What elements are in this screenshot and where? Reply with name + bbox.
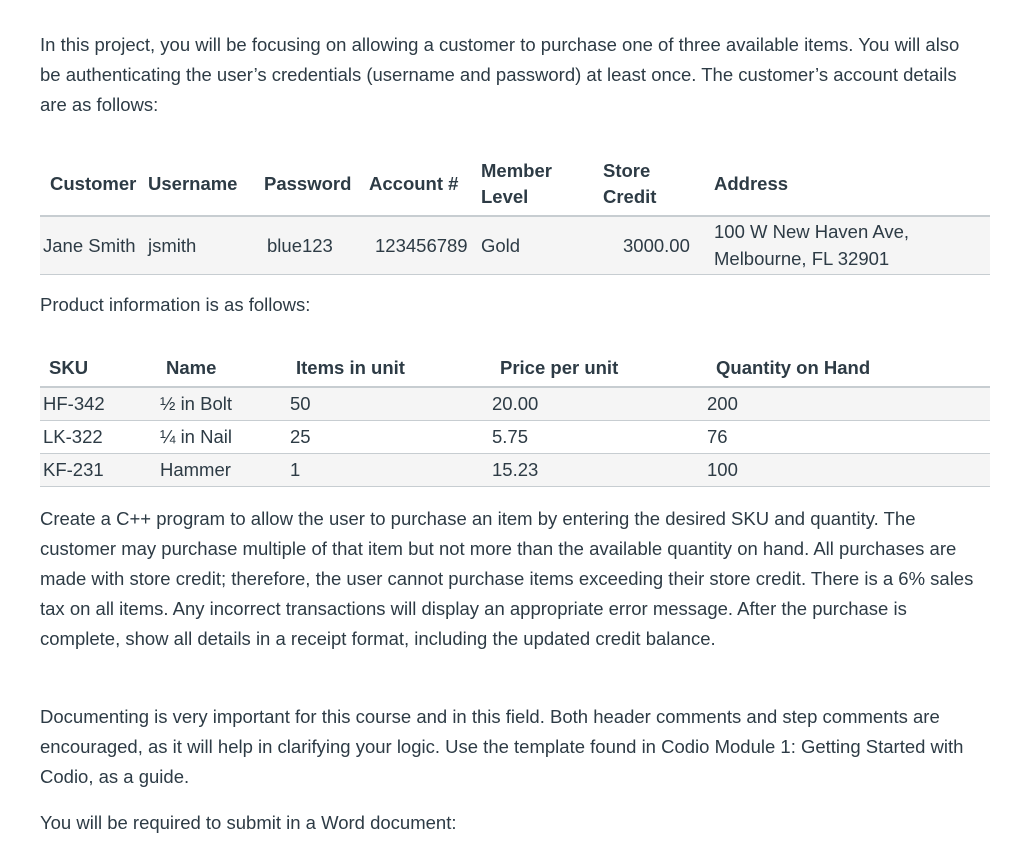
table-row — [40, 420, 990, 453]
table-row — [40, 453, 990, 486]
cell-username: jsmith — [148, 216, 264, 274]
cell-name: Hammer — [160, 453, 290, 486]
cell-account: 123456789 — [369, 216, 481, 274]
cell-quantity: 76 — [707, 420, 990, 453]
header-customer: Customer — [40, 152, 148, 216]
cell-name: ½ in Bolt — [160, 387, 290, 420]
cell-items-in-unit: 25 — [290, 420, 492, 453]
cell-quantity: 200 — [707, 387, 990, 420]
cell-sku: LK-322 — [40, 420, 160, 453]
table-row — [40, 216, 990, 274]
cell-sku: KF-231 — [40, 453, 160, 486]
header-member-level: Member Level — [481, 152, 603, 216]
cell-store-credit: 3000.00 — [603, 216, 708, 274]
customer-table-header-row — [40, 152, 990, 216]
cell-sku: HF-342 — [40, 387, 160, 420]
cell-name: ¼ in Nail — [160, 420, 290, 453]
cell-password: blue123 — [264, 216, 369, 274]
cell-price: 15.23 — [492, 453, 707, 486]
cell-items-in-unit: 1 — [290, 453, 492, 486]
submit-paragraph: You will be required to submit in a Word document: — [40, 812, 457, 833]
cell-quantity: 100 — [707, 453, 990, 486]
header-sku: SKU — [40, 350, 160, 387]
header-account: Account # — [369, 152, 481, 216]
header-password: Password — [264, 152, 369, 216]
cell-price: 20.00 — [492, 387, 707, 420]
product-intro: Product information is as follows: — [40, 294, 311, 315]
cell-items-in-unit: 50 — [290, 387, 492, 420]
intro-paragraph: In this project, you will be focusing on allowing a customer to purchase one of three available items. You will also be authenticating the user’s credentials (username and password) at least once. The customer’s account details are as follows: — [40, 34, 960, 115]
documenting-paragraph: Documenting is very important for this course and in this field. Both header comments and step comments are encouraged, as it will help in clarifying your logic. Use the template found in Codio Module 1: Getting Started with Codio, as a guide. — [40, 706, 964, 787]
header-username: Username — [148, 152, 264, 216]
header-items-in-unit: Items in unit — [290, 350, 492, 387]
table-row — [40, 387, 990, 420]
header-price-per-unit: Price per unit — [492, 350, 707, 387]
assignment-content — [40, 30, 990, 833]
cell-address: 100 W New Haven Ave, Melbourne, FL 32901 — [708, 216, 990, 274]
cell-member-level: Gold — [481, 216, 603, 274]
cell-price: 5.75 — [492, 420, 707, 453]
product-table — [40, 350, 990, 487]
header-name: Name — [160, 350, 290, 387]
cell-customer: Jane Smith — [40, 216, 148, 274]
header-quantity-on-hand: Quantity on Hand — [707, 350, 990, 387]
header-address: Address — [708, 152, 990, 216]
header-store-credit: Store Credit — [603, 152, 708, 216]
customer-table — [40, 152, 990, 275]
task-paragraph: Create a C++ program to allow the user to purchase an item by entering the desired SKU and quantity. The customer may purchase multiple of that item but not more than the available quantity on hand. All purchases are made with store credit; therefore, the user cannot purchase items exceeding their store credit. There is a 6% sales tax on all items. Any incorrect transactions will display an appropriate error message. After the purchase is complete, show all details in a receipt format, including the updated credit balance. — [40, 508, 974, 649]
product-table-header-row — [40, 350, 990, 387]
